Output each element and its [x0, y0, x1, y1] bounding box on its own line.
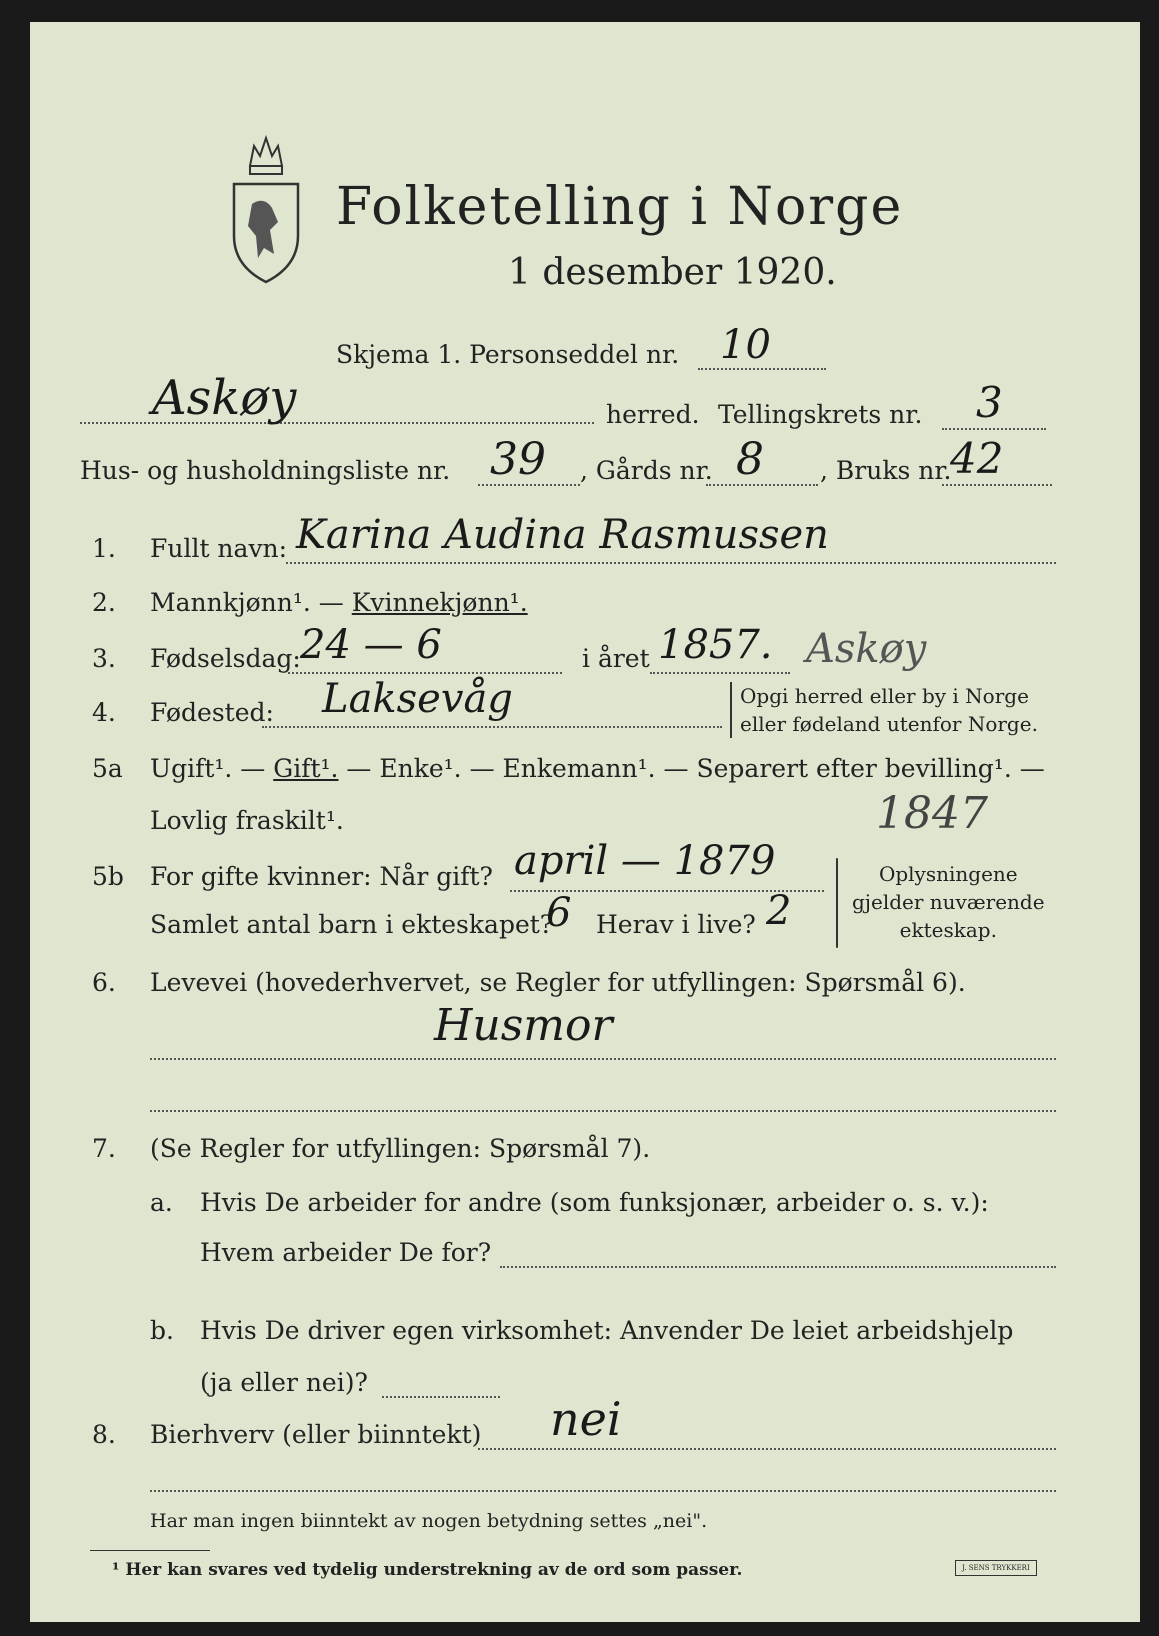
q7a-question: Hvem arbeider De for? [200, 1238, 492, 1267]
tellingskrets-label: Tellingskrets nr. [718, 400, 923, 429]
personseddel-number: 10 [720, 322, 771, 368]
children-alive-value: 2 [766, 888, 792, 934]
barn-label: Samlet antal barn i ekteskapet? [150, 910, 554, 939]
q3-label: Fødselsdag: [150, 644, 301, 673]
q3-number: 3. [92, 644, 116, 673]
children-total-value: 6 [546, 890, 572, 936]
herred-value: Askøy [152, 370, 297, 426]
sex-male-option: Mannkjønn¹. — [150, 588, 352, 617]
q5a-number: 5a [92, 754, 123, 783]
q5b-number: 5b [92, 862, 124, 891]
q5a-text [150, 754, 1045, 783]
birthplace-note: Opgi herred eller by i Norge eller fødeland utenfor Norge. [740, 684, 1038, 736]
marriage-date-value: april — 1879 [514, 838, 776, 884]
footnote: ¹ Her kan svares ved tydelig understrekning av de ord som passer. [112, 1560, 743, 1580]
q2-text [150, 588, 528, 617]
live-label: Herav i live? [596, 910, 756, 939]
q5b-label: For gifte kvinner: Når gift? [150, 862, 493, 891]
birthplace-value: Laksevåg [322, 676, 513, 722]
gards-label: , Gårds nr. [580, 456, 713, 485]
status-gift: Gift¹. [273, 754, 339, 783]
gards-value: 8 [736, 434, 764, 485]
census-form [30, 22, 1140, 1622]
bruks-label: , Bruks nr. [820, 456, 952, 485]
marriage-margin-note: 1847 [876, 788, 988, 839]
q7b-question: (ja eller nei)? [200, 1368, 368, 1397]
tellingskrets-value: 3 [976, 378, 1003, 427]
coat-of-arms-icon [230, 126, 302, 286]
occupation-value: Husmor [434, 1000, 613, 1051]
printer-stamp: J. SENS TRYKKERI [955, 1560, 1037, 1576]
full-name-value: Karina Audina Rasmussen [296, 512, 829, 558]
footer-note: Har man ingen biinntekt av nogen betydning settes „nei". [150, 1510, 708, 1532]
marriage-note: Oplysningene gjelder nuværende ekteskap. [852, 862, 1045, 942]
form-title: Folketelling i Norge [336, 177, 904, 237]
q8-number: 8. [92, 1420, 116, 1449]
q2-number: 2. [92, 588, 116, 617]
q7-number: 7. [92, 1134, 116, 1163]
q7-label: (Se Regler for utfyllingen: Spørsmål 7). [150, 1134, 651, 1163]
hus-value: 39 [490, 434, 546, 485]
status-ugift: Ugift¹. — [150, 754, 274, 783]
status-others: — Enke¹. — Enkemann¹. — Separert efter bevilling¹. — [338, 754, 1045, 783]
side-income-value: nei [550, 1392, 622, 1446]
year-label: i året [582, 644, 650, 673]
q8-label: Bierhverv (eller biinntekt) [150, 1420, 482, 1449]
schema-label: Skjema 1. Personseddel nr. [336, 340, 680, 369]
q7a-text: Hvis De arbeider for andre (som funksjonær, arbeider o. s. v.): [200, 1188, 989, 1217]
form-date: 1 desember 1920. [508, 252, 837, 293]
status-fraskilt: Lovlig fraskilt¹. [150, 806, 344, 835]
q4-label: Fødested: [150, 698, 274, 727]
herred-label: herred. [606, 400, 700, 429]
birthplace-margin-note: Askøy [806, 626, 927, 672]
q1-number: 1. [92, 534, 116, 563]
sex-female-option: Kvinnekjønn¹. [351, 588, 528, 617]
q6-number: 6. [92, 968, 116, 997]
q4-number: 4. [92, 698, 116, 727]
q7b-number: b. [150, 1316, 174, 1345]
q6-label: Levevei (hovederhvervet, se Regler for utfyllingen: Spørsmål 6). [150, 968, 966, 997]
birthdate-value: 24 — 6 [300, 622, 442, 668]
bruks-value: 42 [950, 434, 1004, 483]
q1-label: Fullt navn: [150, 534, 288, 563]
q7a-number: a. [150, 1188, 173, 1217]
q7b-text: Hvis De driver egen virksomhet: Anvender De leiet arbeidshjelp [200, 1316, 1014, 1345]
hus-label: Hus- og husholdningsliste nr. [80, 456, 451, 485]
birth-year-value: 1857. [658, 622, 773, 668]
